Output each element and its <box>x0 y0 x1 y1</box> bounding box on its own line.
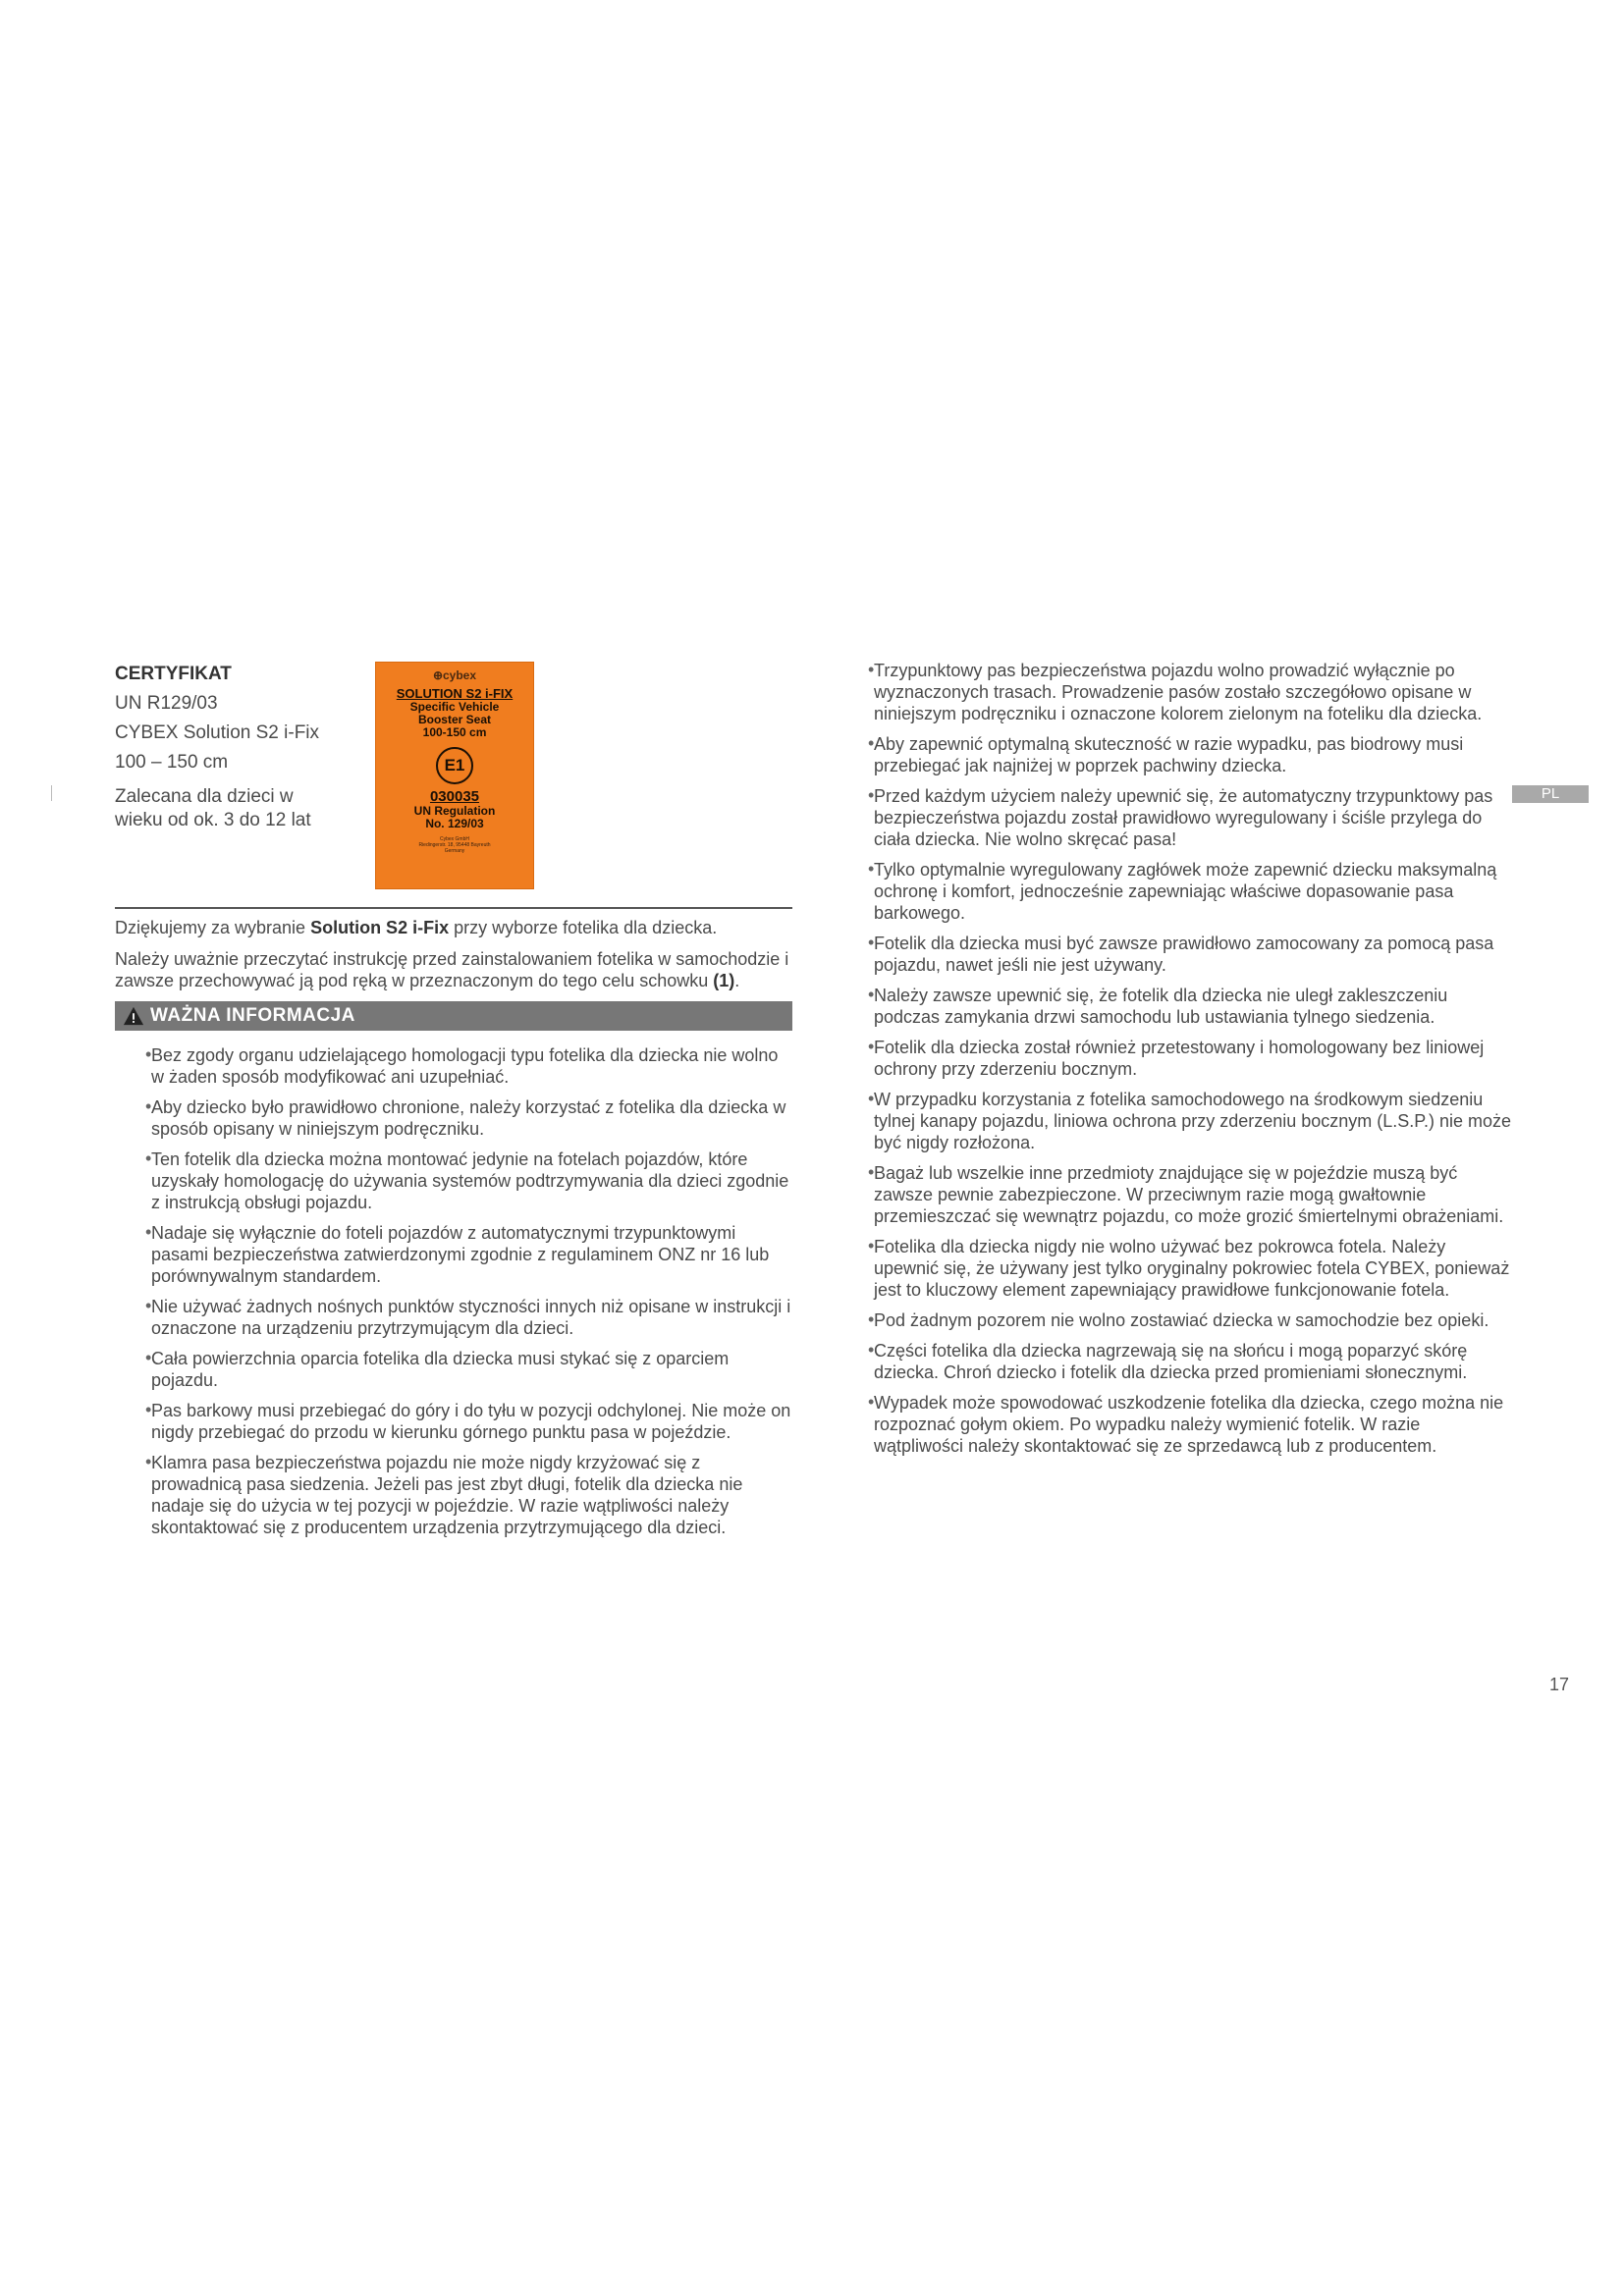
right-column <box>874 660 1512 1466</box>
warning-list-right <box>874 660 1512 1457</box>
label-category-line: Booster Seat <box>417 713 492 726</box>
list-item: • Bagaż lub wszelkie inne przedmioty znajdujące się w pojeździe muszą być zawsze pewnie zabezpieczone. W przeciwnym razie mogą gwałtownie przemieszczać się wewnątrz pojazdu, co może grozić śmiertelnymi obrażeniami. <box>874 1162 1512 1227</box>
list-item: • Należy zawsze upewnić się, że fotelik dla dziecka nie uległ zakleszczeniu podczas zamykania drzwi samochodu lub ustawiania tylnego siedzenia. <box>874 985 1512 1028</box>
list-item: • Przed każdym użyciem należy upewnić się, że automatyczny trzypunktowy pas bezpieczeństwa pojazdu został prawidłowo wyregulowany i ściśle przylega do ciała dziecka. Nie wolno skręcać pasa! <box>874 785 1512 850</box>
list-item: • Aby zapewnić optymalną skuteczność w razie wypadku, pas biodrowy musi przebiegać jak najniżej w poprzek pachwiny dziecka. <box>874 733 1512 776</box>
label-small-line: Germany <box>444 848 465 854</box>
reference-number: (1) <box>713 971 735 990</box>
list-item: • Fotelika dla dziecka nigdy nie wolno używać bez pokrowca fotela. Należy upewnić się, że używany jest tylko oryginalny pokrowiec fotela CYBEX, ponieważ jest to kluczowy element zapewniający prawidłowe funkcjonowanie fotela. <box>874 1236 1512 1301</box>
certificate-height-range: 100 – 150 cm <box>115 752 229 773</box>
warning-list-left <box>115 1044 792 1538</box>
read-text-end: . <box>734 971 740 990</box>
margin-mark <box>51 785 52 801</box>
list-item: • Ten fotelik dla dziecka można montować jedynie na fotelach pojazdów, które uzyskały homologację do używania systemów podtrzymywania dla dzieci zgodnie z instrukcją obsługi pojazdu. <box>151 1148 792 1213</box>
list-item: • Cała powierzchnia oparcia fotelika dla dziecka musi stykać się z oparciem pojazdu. <box>151 1348 792 1391</box>
label-category-line: 100-150 cm <box>422 725 487 739</box>
list-item: • Trzypunktowy pas bezpieczeństwa pojazdu wolno prowadzić wyłącznie po wyznaczonych trasach. Prowadzenie pasów zostało szczegółowo opisane w niniejszym podręczniku i oznaczone kolorem zielonym na foteliku dla dziecka. <box>874 660 1512 724</box>
list-item: • Części fotelika dla dziecka nagrzewają się na słońcu i mogą poparzyć skórę dziecka. Chroń dziecko i fotelik dla dziecka przed promieniami słonecznymi. <box>874 1340 1512 1383</box>
read-instructions-paragraph <box>115 948 792 991</box>
label-approval-number: 030035 <box>429 788 480 805</box>
label-small-print <box>376 836 533 854</box>
read-text: Należy uważnie przeczytać instrukcję przed zainstalowaniem fotelika w samochodzie i zawsze przechowywać ją pod ręką w przeznaczonym do tego celu schowku <box>115 949 789 990</box>
certificate-title: CERTYFIKAT <box>115 664 232 684</box>
label-brand: ⊕cybex <box>432 668 477 682</box>
thanks-text-end: przy wyborze fotelika dla dziecka. <box>449 918 718 937</box>
page-number: 17 <box>1549 1675 1570 1694</box>
certificate-standard: UN R129/03 <box>115 693 218 714</box>
warning-title: WAŻNA INFORMACJA <box>150 1005 355 1026</box>
certificate-recommendation: Zalecana dla dzieci w wieku od ok. 3 do 12 lat <box>115 786 311 830</box>
certificate-info <box>115 660 370 832</box>
label-small-line: Cybex GmbH <box>439 836 469 842</box>
list-item: • Nie używać żadnych nośnych punktów styczności innych niż opisane w instrukcji i oznaczone na urządzeniu przytrzymującym dla dzieci. <box>151 1296 792 1339</box>
label-regulation-line: UN Regulation <box>413 804 496 818</box>
warning-header <box>115 1001 792 1031</box>
list-item: • Tylko optymalnie wyregulowany zagłówek może zapewnić dziecku maksymalną ochronę i komfort, jednocześnie zapewniając właściwe dopasowanie pasa barkowego. <box>874 859 1512 924</box>
label-regulation-line: No. 129/03 <box>425 817 484 830</box>
thanks-paragraph <box>115 917 792 938</box>
label-category-line: Specific Vehicle <box>409 700 500 714</box>
list-item: • Pod żadnym pozorem nie wolno zostawiać dziecka w samochodzie bez opieki. <box>874 1309 1512 1331</box>
certificate-product: CYBEX Solution S2 i-Fix <box>115 722 320 743</box>
list-item: • Fotelik dla dziecka został również przetestowany i homologowany bez liniowej ochrony przy zderzeniu bocznym. <box>874 1037 1512 1080</box>
approval-label <box>375 662 534 889</box>
thanks-text: Dziękujemy za wybranie <box>115 918 311 937</box>
list-item: • Bez zgody organu udzielającego homologacji typu fotelika dla dziecka nie wolno w żaden sposób modyfikować ani uzupełniać. <box>151 1044 792 1088</box>
list-item: • Fotelik dla dziecka musi być zawsze prawidłowo zamocowany za pomocą pasa pojazdu, nawet jeśli nie jest używany. <box>874 933 1512 976</box>
product-name: Solution S2 i-Fix <box>310 918 450 937</box>
label-model: SOLUTION S2 i-FIX <box>396 686 514 701</box>
label-small-line: Riedingerstr. 18, 95448 Bayreuth <box>418 842 491 848</box>
language-tab: PL <box>1512 785 1589 803</box>
list-item: • Pas barkowy musi przebiegać do góry i do tyłu w pozycji odchylonej. Nie może on nigdy przebiegać do przodu w kierunku górnego punktu pasa w pojeździe. <box>151 1400 792 1443</box>
list-item: • Aby dziecko było prawidłowo chronione, należy korzystać z fotelika dla dziecka w sposób opisany w niniejszym podręczniku. <box>151 1096 792 1140</box>
list-item: • Wypadek może spowodować uszkodzenie fotelika dla dziecka, czego można nie rozpoznać gołym okiem. Po wypadku należy wymienić fotelik. W razie wątpliwości należy skontaktować się ze sprzedawcą lub z producentem. <box>874 1392 1512 1457</box>
list-item: • W przypadku korzystania z fotelika samochodowego na środkowym siedzeniu tylnej kanapy pojazdu, liniowa ochrona przy zderzeniu bocznym (L.S.P.) nie może być nigdy rozłożona. <box>874 1089 1512 1153</box>
section-divider <box>115 907 792 909</box>
warning-triangle-icon <box>123 1005 144 1027</box>
left-column <box>115 660 792 1547</box>
list-item: • Klamra pasa bezpieczeństwa pojazdu nie może nigdy krzyżować się z prowadnicą pasa siedzenia. Jeżeli pas jest zbyt długi, fotelik dla dziecka nie nadaje się do użycia w tej pozycji w pojeździe. W razie wątpliwości należy skontaktować się z producentem urządzenia przytrzymującego dla dzieci. <box>151 1452 792 1538</box>
certificate-block <box>115 660 792 895</box>
list-item: • Nadaje się wyłącznie do foteli pojazdów z automatycznymi trzypunktowymi pasami bezpieczeństwa zatwierdzonymi zgodnie z regulaminem ONZ nr 16 lub porównywalnym standardem. <box>151 1222 792 1287</box>
e-mark-icon: E1 <box>436 747 473 784</box>
